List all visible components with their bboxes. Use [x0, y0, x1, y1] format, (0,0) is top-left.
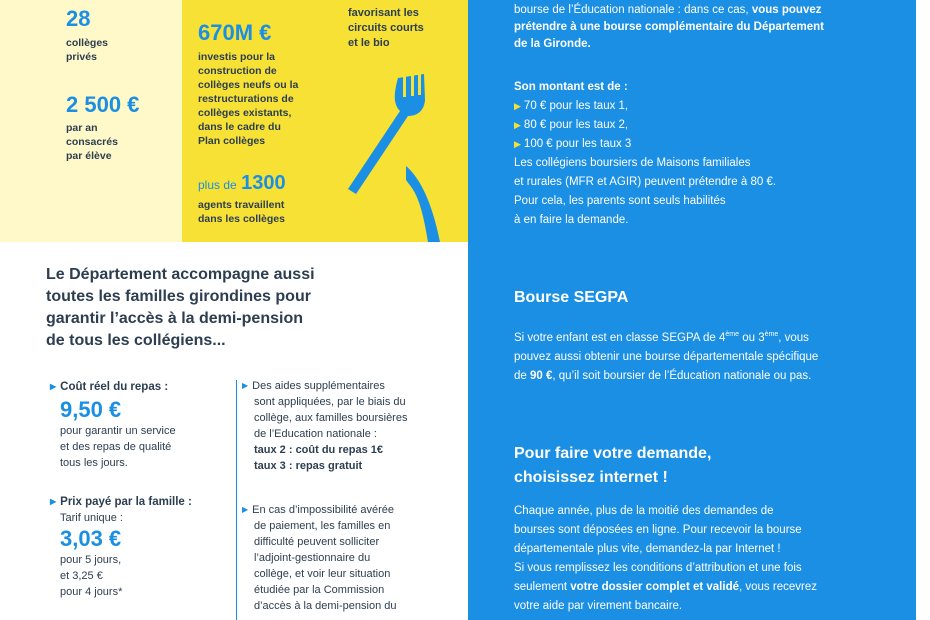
- internet-text: Chaque année, plus de la moitié des demandes de bourses sont déposées en ligne. Pour recevoir la bourse départementale plus vite, demandez-la par Internet ! Si vous remplissez les conditions d’attribution et une fois seulement votre dossier complet et validé, vous recevrez votre aide par virement bancaire.: [514, 505, 817, 612]
- column-divider: [236, 380, 237, 620]
- page-heading: Le Département accompagne aussi toutes les familles girondines pour garantir l’accès à la demi-pension de tous les collégiens...: [46, 266, 315, 349]
- fork-knife-icon: [340, 70, 460, 242]
- amount-item: ▶ 70 € pour les taux 1,: [514, 100, 629, 112]
- stat-per-pupil-label: par an consacrés par élève: [66, 122, 118, 162]
- stat-food-label: favorisant les circuits courts et le bio: [348, 7, 424, 49]
- segpa-text: Si votre enfant est en classe SEGPA de 4ème ou 3ème, vous pouvez aussi obtenir une bourse départementale spécifique de 90 €, qu’il soit boursier de l’Éducation nationale ou pas.: [514, 331, 819, 382]
- page-margin: [916, 0, 930, 620]
- meal-cost-block: ▶ Coût réel du repas : 9,50 € pour garantir un service et des repas de qualité tous les jours.: [50, 381, 176, 469]
- stat-investment-number: 670M €: [198, 20, 272, 45]
- family-price-block: ▶ Prix payé par la famille : Tarif unique : 3,03 € pour 5 jours, et 3,25 € pour 4 jours*: [50, 496, 192, 598]
- stat-per-pupil-number: 2 500 €: [66, 92, 140, 117]
- amount-item: ▶ 80 € pour les taux 2,: [514, 119, 629, 131]
- stat-agents-label: agents travaillent dans les collèges: [198, 199, 285, 225]
- stat-investment-label: investis pour la construction de collèges neufs ou la restructurations de collèges existants, dans le cadre du Plan collèges: [198, 51, 299, 147]
- stat-agents-number: plus de 1300: [198, 172, 286, 194]
- stat-private-colleges-number: 28: [66, 6, 91, 31]
- segpa-title: Bourse SEGPA: [514, 289, 629, 306]
- bourse-intro: bourse de l’Éducation nationale : dans ce cas, vous pouvez prétendre à une bourse complémentaire du Département de la Gironde.: [514, 4, 824, 50]
- stat-private-colleges-label: collèges privés: [66, 37, 109, 63]
- family-price-value: 3,03 €: [60, 526, 122, 551]
- internet-title: Pour faire votre demande, choisissez internet !: [514, 445, 712, 486]
- bourse-amount-block: Son montant est de : ▶ 70 € pour les taux 1, ▶ 80 € pour les taux 2, ▶ 100 € pour les taux 3 Les collégiens boursiers de Maisons familiales et rurales (MFR et AGIR) peuvent prétendre à 80 €. Pour cela, les parents sont seuls habilités à en faire la demande.: [514, 81, 777, 226]
- meal-cost-value: 9,50 €: [60, 397, 122, 422]
- amount-item: ▶ 100 € pour les taux 3: [514, 138, 632, 150]
- aid-block: ▶ Des aides supplémentaires sont appliquées, par le biais du collège, aux familles boursières de l’Education nationale : taux 2 : coût du repas 1€ taux 3 : repas gratuit: [242, 380, 408, 472]
- impossibility-block: ▶ En cas d’impossibilité avérée de paiement, les familles en difficulté peuvent solliciter l’adjoint-gestionnaire du collège, et voir leur situation étudiée par la Commission d’accès à la demi-pension du: [242, 504, 397, 612]
